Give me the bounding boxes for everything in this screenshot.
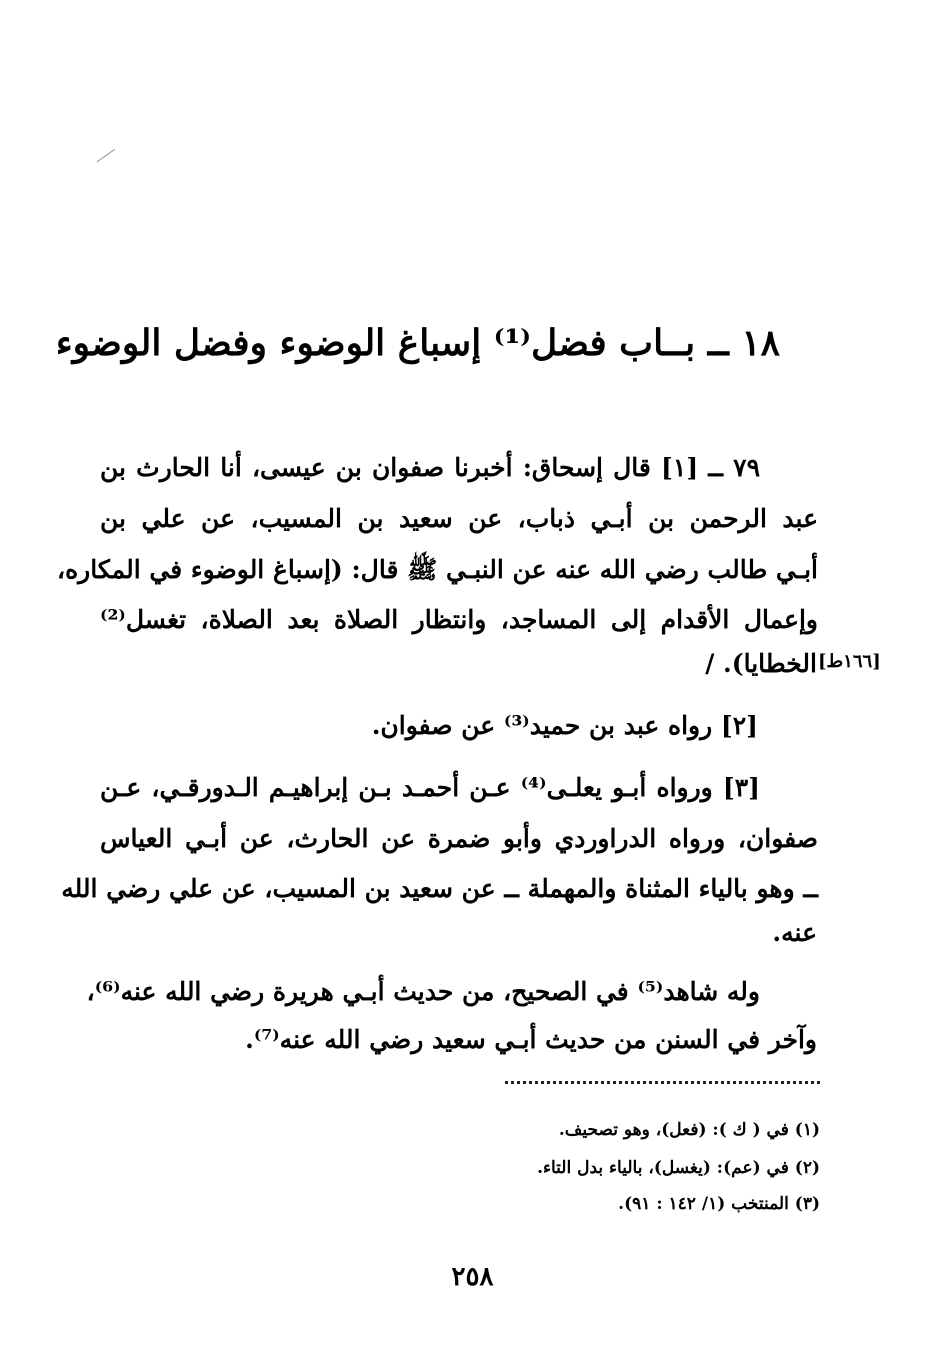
paragraph-4-line: وآخر في السنن من حديث أبـي سعيد رضي الله عنه⁽⁷⁾. <box>245 1025 817 1054</box>
hadith-line: الخطايا). / <box>705 649 817 678</box>
page-number: ٢٥٨ <box>451 1262 494 1292</box>
paragraph-3-line: عنه. <box>772 918 817 947</box>
footnote: (١) في ( ك ): (فعل)، وهو تصحيف. <box>558 1120 820 1140</box>
pen-mark <box>97 149 116 162</box>
footnote: (٢) في (عم): (يغسل)، بالياء بدل التاء. <box>537 1158 820 1178</box>
footnote: (٣) المنتخب (١/ ١٤٢ : ٩١). <box>618 1194 820 1214</box>
footnote-separator <box>505 1081 820 1084</box>
hadith-line: عبد الرحمن بن أبـي ذباب، عن سعيد بن المسيب، عن علي بن <box>100 504 818 533</box>
hadith-line: وإعمال الأقدام إلى المساجد، وانتظار الصلاة بعد الصلاة، تغسل⁽²⁾ <box>100 605 818 634</box>
paragraph-2: [٢] رواه عبد بن حميد⁽³⁾ عن صفوان. <box>371 711 758 740</box>
paragraph-3-line: ــ وهو بالياء المثناة والمهملة ــ عن سعيد بن المسيب، عن علي رضي الله <box>61 874 818 903</box>
chapter-heading: ١٨ ــ بــاب فضل⁽¹⁾ إسباغ الوضوء وفضل الوضوء <box>55 322 780 364</box>
paragraph-4-line: وله شاهد⁽⁵⁾ في الصحيح، من حديث أبـي هريرة رضي الله عنه⁽⁶⁾، <box>86 977 760 1006</box>
paragraph-3-line: صفوان، ورواه الدراوردي وأبو ضمرة عن الحارث، عن أبـي العياس <box>100 824 818 853</box>
paragraph-3-line: [٣] ورواه أبـو يعلـى⁽⁴⁾ عـن أحمـد بـن إبراهيـم الـدورقـي، عـن <box>100 773 760 802</box>
hadith-line: ٧٩ ــ [١] قال إسحاق: أخبرنا صفوان بن عيسى، أنا الحارث بن <box>100 453 760 482</box>
margin-folio-note: [١٦٦ط] <box>818 651 881 672</box>
hadith-line: أبـي طالب رضي الله عنه عن النبـي ﷺ قال: (إسباغ الوضوء في المكاره، <box>57 555 818 584</box>
